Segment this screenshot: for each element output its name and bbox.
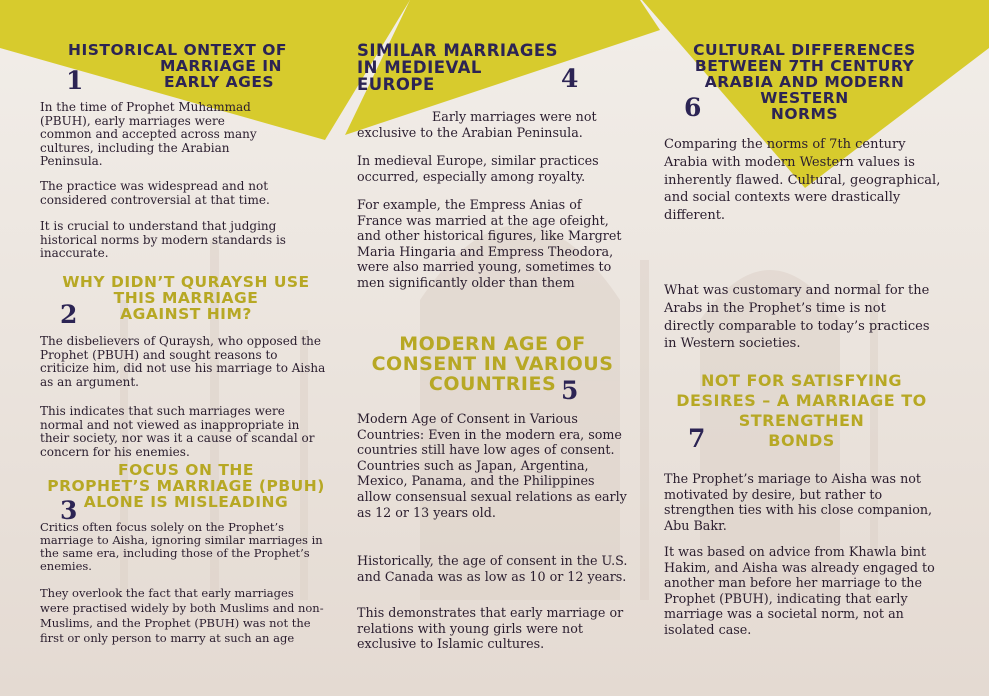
section-5-paragraph-3: This demonstrates that early marriage or relations with young girls were not exclusive to Islamic cultures.: [357, 605, 624, 652]
section-4-number: 4: [561, 64, 579, 93]
section-5-paragraph-1: Modern Age of Consent in Various Countries: Even in the modern era, some countries still have low ages of consent. Countries such as Japan, Argentina, Mexico, Panama, and the Philippines allow consensual sexual relations as early as 12 or 13 years old.: [357, 411, 627, 520]
section-6-paragraph-2: What was customary and normal for the Arabs in the Prophet’s time is not directly comparable to today’s practices in Western societies.: [664, 283, 930, 352]
section-7-heading: NOT FOR SATISFYING DESIRES – A MARRIAGE TO STRENGTHEN BONDS: [676, 371, 927, 450]
section-2-number: 2: [60, 300, 78, 329]
section-1-paragraph-2: The practice was widespread and not considered controversial at that time.: [40, 179, 270, 207]
section-3-number: 3: [60, 496, 78, 525]
section-2-heading: WHY DIDN’T QURAYSH USE THIS MARRIAGE AGAINST HIM?: [62, 273, 310, 323]
section-7-paragraph-1: The Prophet’s mariage to Aisha was not motivated by desire, but rather to strengthen ties with his close companion, Abu Bakr.: [664, 471, 933, 533]
section-7-number: 7: [688, 424, 706, 453]
section-5-number: 5: [561, 376, 579, 405]
section-4-paragraph-1: Early marriages were not exclusive to the Arabian Peninsula.: [357, 109, 597, 140]
section-1-paragraph-1: In the time of Prophet Muhammad (PBUH), early marriages were common and accepted across many cultures, including the Arabian Peninsula.: [40, 100, 257, 168]
section-7-paragraph-2: It was based on advice from Khawla bint Hakim, and Aisha was already engaged to another man before her marriage to the Prophet (PBUH), indicating that early marriage was a societal norm, not an isolated case.: [664, 544, 935, 637]
section-6-heading: CULTURAL DIFFERENCES BETWEEN 7TH CENTURY ARABIA AND MODERN WESTERN NORMS: [693, 41, 916, 123]
section-6-paragraph-1: Comparing the norms of 7th century Arabia with modern Western values is inherently flawed. Cultural, geographical, and social contexts were drastically different.: [664, 137, 941, 224]
section-3-paragraph-1: Critics often focus solely on the Prophet’s marriage to Aisha, ignoring similar marriages in the same era, including those of the Prophet’s enemies.: [40, 520, 323, 573]
section-1-number: 1: [66, 66, 84, 95]
section-4-paragraph-2: In medieval Europe, similar practices occurred, especially among royalty.: [357, 153, 599, 184]
section-3-heading: FOCUS ON THE PROPHET’S MARRIAGE (PBUH) ALONE IS MISLEADING: [47, 461, 325, 511]
section-3-paragraph-2: They overlook the fact that early marriages were practised widely by both Muslims and non-Muslims, and the Prophet (PBUH) was not the first or only person to marry at such an age: [40, 586, 324, 645]
section-4-paragraph-3: For example, the Empress Anias of France was married at the age ofeight, and other historical figures, like Margret Maria Hingaria and Empress Theodora, were also married young, sometimes to men significantly older than them: [357, 197, 622, 290]
section-2-paragraph-1: The disbelievers of Quraysh, who opposed the Prophet (PBUH) and sought reasons to criticize him, did not use his marriage to Aisha as an argument.: [40, 334, 326, 389]
section-5-heading: MODERN AGE OF CONSENT IN VARIOUS COUNTRIES: [371, 333, 614, 395]
section-6-number: 6: [684, 93, 702, 122]
section-5-paragraph-2: Historically, the age of consent in the U.S. and Canada was as low as 10 or 12 years.: [357, 553, 628, 584]
section-4-heading: SIMILAR MARRIAGES IN MEDIEVAL EUROPE: [357, 41, 559, 94]
section-2-paragraph-2: This indicates that such marriages were normal and not viewed as inappropriate in their society, nor was it a cause of scandal or concern for his enemies.: [40, 404, 315, 459]
section-1-heading: HISTORICAL ONTEXT OF MARRIAGE IN EARLY AGES: [68, 41, 287, 91]
section-1-paragraph-3: It is crucial to understand that judging historical norms by modern standards is inaccurate.: [40, 219, 286, 260]
